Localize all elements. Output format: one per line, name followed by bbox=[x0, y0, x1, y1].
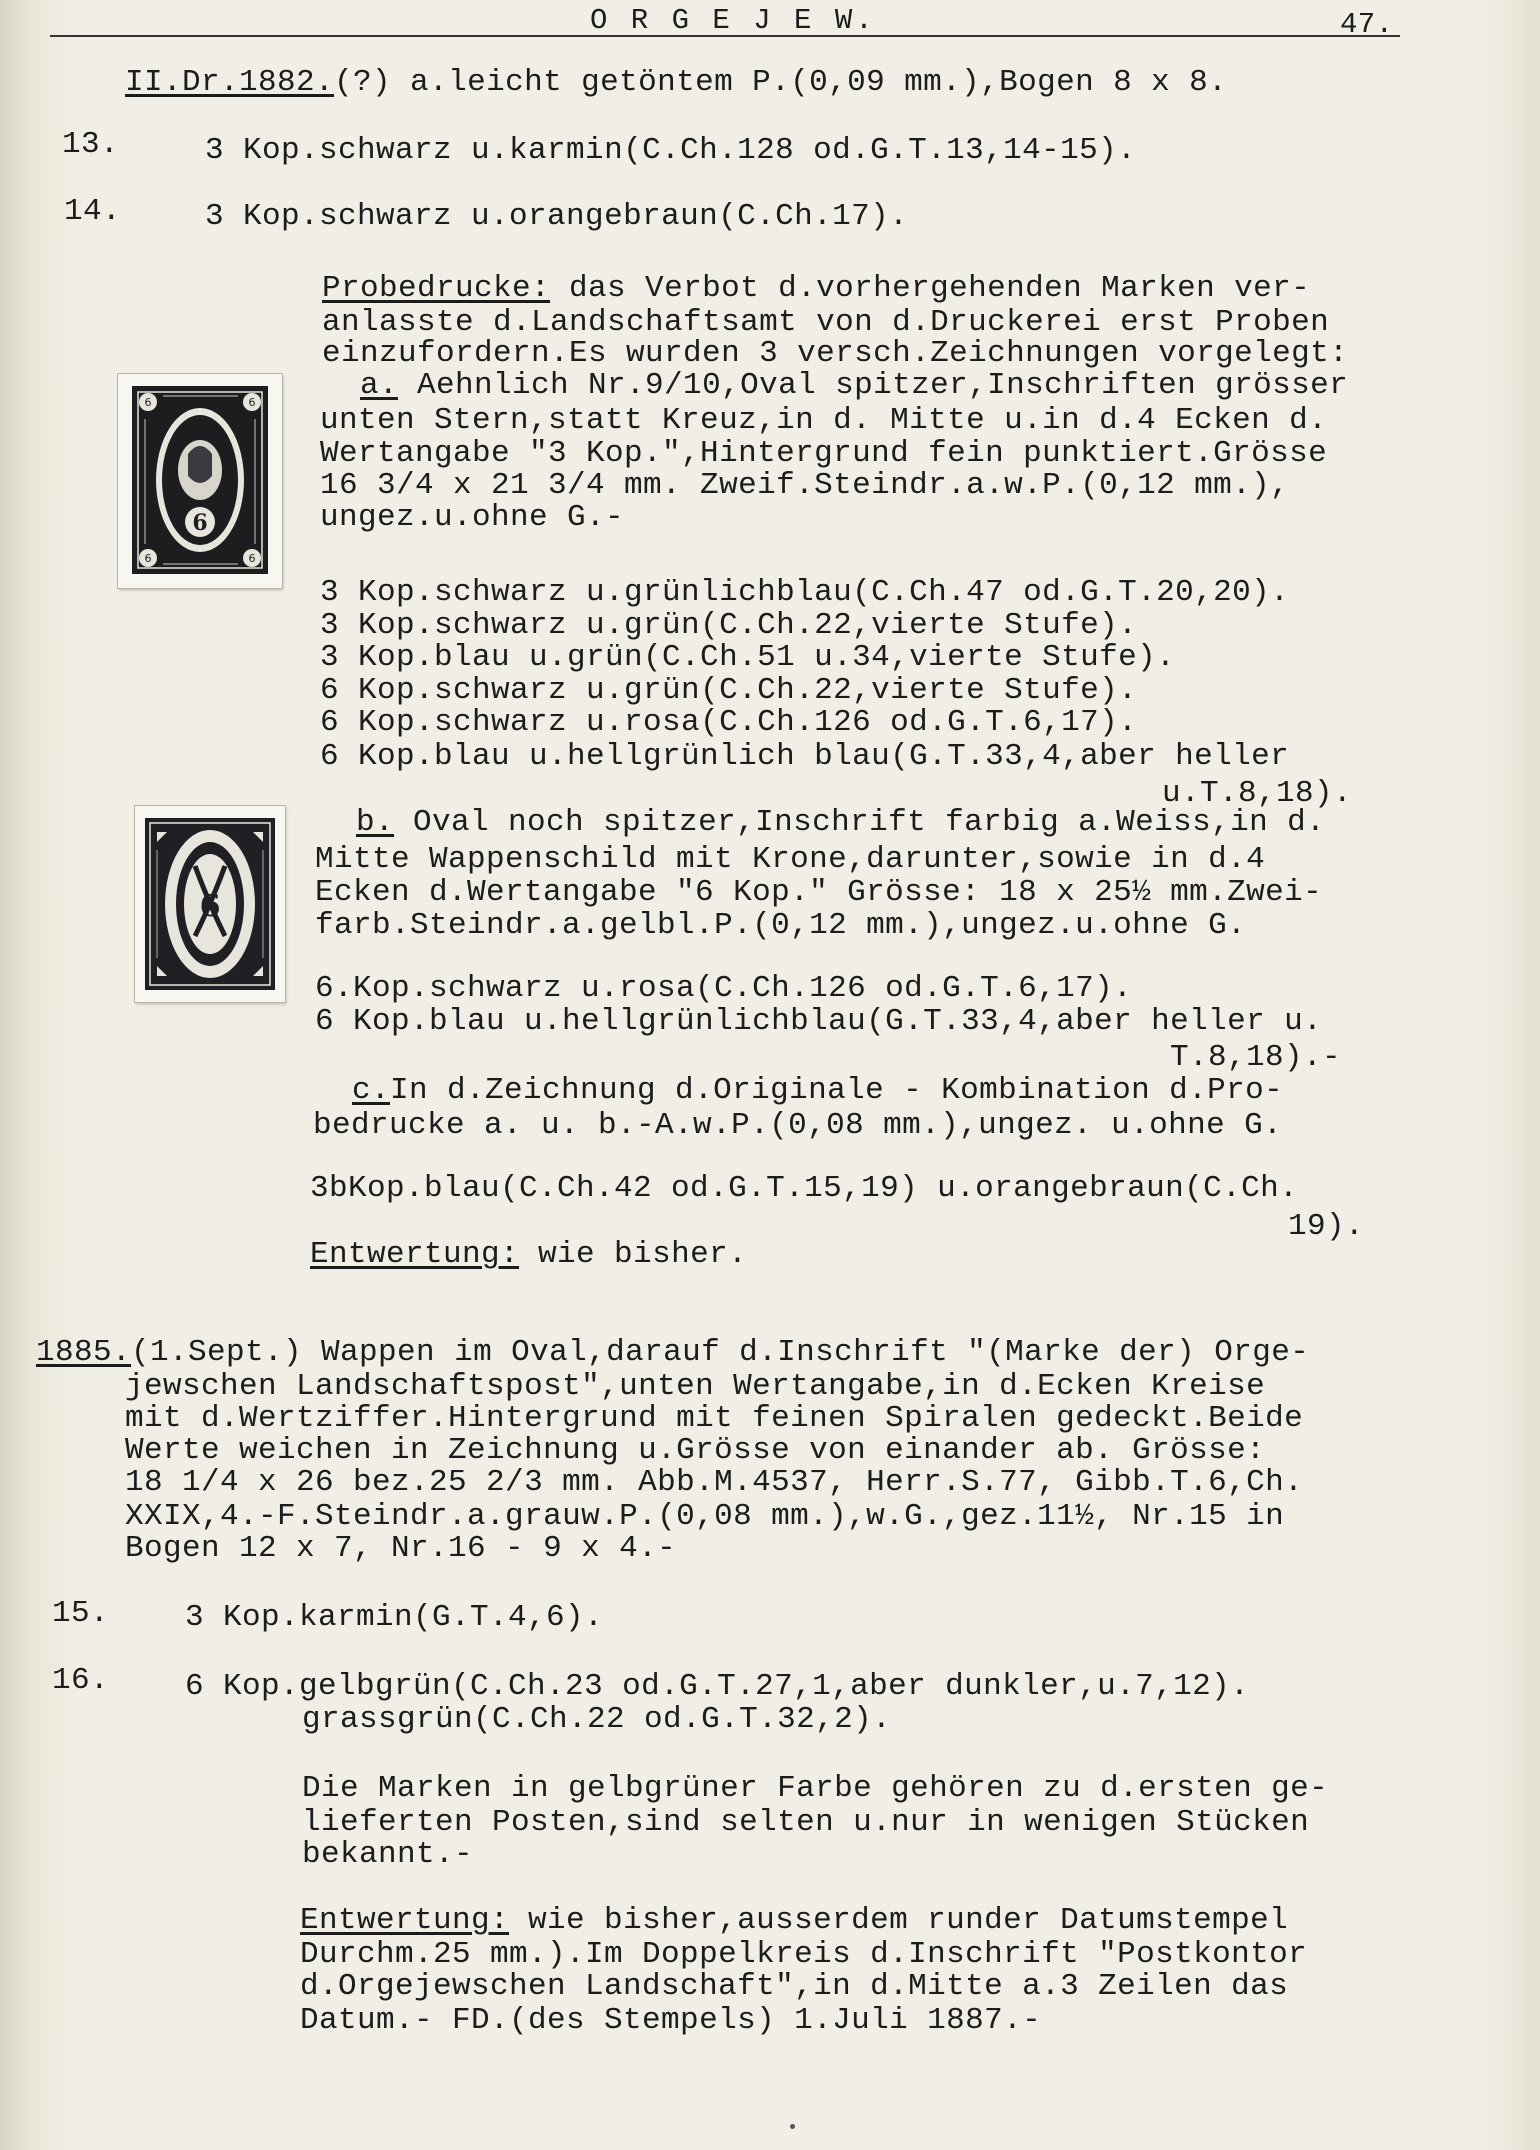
stamp-a-image bbox=[118, 374, 282, 588]
svg-text:6: 6 bbox=[248, 396, 256, 409]
section-1885-year: 1885. bbox=[36, 1335, 132, 1370]
variant-a-color-6: 6 Kop.blau u.hellgrünlich blau(G.T.33,4,aber heller bbox=[320, 739, 1290, 774]
item-14-number: 14. bbox=[64, 194, 122, 229]
variant-a-line-3: Wertangabe "3 Kop.",Hintergrund fein punktiert.Grösse bbox=[320, 436, 1328, 471]
variant-b-line-3: Ecken d.Wertangabe "6 Kop." Grösse: 18 x 25½ mm.Zwei- bbox=[315, 875, 1323, 910]
variant-a-color-4: 6 Kop.schwarz u.grün(C.Ch.22,vierte Stufe). bbox=[320, 673, 1138, 708]
entwertung-1882-text: wie bisher. bbox=[519, 1237, 748, 1272]
svg-text:6: 6 bbox=[144, 552, 152, 565]
variant-b-line-4: farb.Steindr.a.gelbl.P.(0,12 mm.),ungez.u.ohne G. bbox=[315, 908, 1247, 943]
item-16-text-1: 6 Kop.gelbgrün(C.Ch.23 od.G.T.27,1,aber dunkler,u.7,12). bbox=[185, 1669, 1250, 1704]
probedrucke-line-1 bbox=[322, 272, 1310, 306]
variant-a-color-1: 3 Kop.schwarz u.grünlichblau(C.Ch.47 od.G.T.20,20). bbox=[320, 575, 1290, 610]
item-15-text: 3 Kop.karmin(G.T.4,6). bbox=[185, 1600, 604, 1635]
stamp-b-value: 6 bbox=[199, 889, 221, 924]
entwertung-1885-line-1 bbox=[300, 1904, 1288, 1938]
variant-b-color-1: 6.Kop.schwarz u.rosa(C.Ch.126 od.G.T.6,17). bbox=[315, 971, 1133, 1006]
variant-b-line-1-text: Oval noch spitzer,Inschrift farbig a.Weiss,in d. bbox=[394, 805, 1326, 840]
variant-b-line-1 bbox=[356, 806, 1325, 840]
section-1882-heading-text: (?) a.leicht getöntem P.(0,09 mm.),Bogen 8 x 8. bbox=[334, 65, 1228, 100]
section-1882-label: II.Dr.1882. bbox=[125, 65, 335, 100]
variant-a-line-5: ungez.u.ohne G.- bbox=[320, 500, 625, 535]
variant-a-line-4: 16 3/4 x 21 3/4 mm. Zweif.Steindr.a.w.P.(0,12 mm.), bbox=[320, 468, 1290, 503]
item-14-text: 3 Kop.schwarz u.orangebraun(C.Ch.17). bbox=[205, 199, 909, 234]
note-line-1: Die Marken in gelbgrüner Farbe gehören zu d.ersten ge- bbox=[302, 1771, 1329, 1806]
variant-c-color-1: 3bKop.blau(C.Ch.42 od.G.T.15,19) u.orangebraun(C.Ch. bbox=[310, 1171, 1299, 1206]
variant-b-label: b. bbox=[356, 805, 395, 840]
svg-text:6: 6 bbox=[144, 396, 152, 409]
stamp-a-value: 6 bbox=[192, 510, 208, 536]
section-1885-line-3: mit d.Wertziffer.Hintergrund mit feinen Spiralen gedeckt.Beide bbox=[125, 1401, 1304, 1436]
variant-c-line-1-text: In d.Zeichnung d.Originale - Kombination d.Pro- bbox=[390, 1073, 1284, 1108]
item-16-text-2: grassgrün(C.Ch.22 od.G.T.32,2). bbox=[302, 1702, 892, 1737]
variant-c-line-2: bedrucke a. u. b.-A.w.P.(0,08 mm.),ungez. u.ohne G. bbox=[313, 1108, 1283, 1143]
variant-a-line-1 bbox=[360, 369, 1348, 403]
variant-a-color-2: 3 Kop.schwarz u.grün(C.Ch.22,vierte Stufe). bbox=[320, 608, 1138, 643]
entwertung-1885-line-3: d.Orgejewschen Landschaft",in d.Mitte a.3 Zeilen das bbox=[300, 1969, 1289, 2004]
variant-c-color-1-cont: 19). bbox=[1288, 1209, 1365, 1244]
svg-text:6: 6 bbox=[248, 552, 256, 565]
variant-b-color-2-cont: T.8,18).- bbox=[1170, 1040, 1342, 1075]
stamp-b-image bbox=[135, 806, 285, 1002]
entwertung-1885-line-4: Datum.- FD.(des Stempels) 1.Juli 1887.- bbox=[300, 2003, 1042, 2038]
section-1885-line-6: XXIX,4.-F.Steindr.a.grauw.P.(0,08 mm.),w.G.,gez.11½, Nr.15 in bbox=[125, 1499, 1285, 1534]
probedrucke-line-3: einzufordern.Es wurden 3 versch.Zeichnungen vorgelegt: bbox=[322, 336, 1349, 371]
variant-b-line-2: Mitte Wappenschild mit Krone,darunter,sowie in d.4 bbox=[315, 842, 1266, 877]
variant-a-line-2: unten Stern,statt Kreuz,in d. Mitte u.in d.4 Ecken d. bbox=[320, 403, 1328, 438]
probedrucke-line-1-text: das Verbot d.vorhergehenden Marken ver- bbox=[550, 271, 1311, 306]
variant-a-color-3: 3 Kop.blau u.grün(C.Ch.51 u.34,vierte Stufe). bbox=[320, 640, 1176, 675]
probedrucke-label: Probedrucke: bbox=[322, 271, 551, 306]
stamp-a-drawing bbox=[118, 374, 282, 588]
variant-b-color-2: 6 Kop.blau u.hellgrünlichblau(G.T.33,4,aber heller u. bbox=[315, 1004, 1323, 1039]
variant-a-line-1-text: Aehnlich Nr.9/10,Oval spitzer,Inschriften grösser bbox=[398, 368, 1349, 403]
note-line-3: bekannt.- bbox=[302, 1837, 474, 1872]
variant-a-label: a. bbox=[360, 368, 399, 403]
item-13-number: 13. bbox=[62, 127, 120, 162]
entwertung-1882-label: Entwertung: bbox=[310, 1237, 520, 1272]
probedrucke-line-2: anlasste d.Landschaftsamt von d.Druckerei erst Proben bbox=[322, 305, 1330, 340]
section-1885-line-7: Bogen 12 x 7, Nr.16 - 9 x 4.- bbox=[125, 1531, 677, 1566]
entwertung-1885-line-1-text: wie bisher,ausserdem runder Datumstempel bbox=[509, 1903, 1289, 1938]
section-1885-line-4: Werte weichen in Zeichnung u.Grösse von einander ab. Grösse: bbox=[125, 1433, 1266, 1468]
section-1885-line-5: 18 1/4 x 26 bez.25 2/3 mm. Abb.M.4537, Herr.S.77, Gibb.T.6,Ch. bbox=[125, 1465, 1304, 1500]
page-dot bbox=[790, 2124, 795, 2129]
variant-c-label: c. bbox=[352, 1073, 391, 1108]
entwertung-1882 bbox=[310, 1238, 747, 1272]
section-1882-heading bbox=[125, 66, 1227, 100]
entwertung-1885-label: Entwertung: bbox=[300, 1903, 510, 1938]
item-15-number: 15. bbox=[52, 1596, 110, 1631]
note-line-2: lieferten Posten,sind selten u.nur in wenigen Stücken bbox=[302, 1805, 1310, 1840]
stamp-b-drawing bbox=[135, 806, 285, 1002]
variant-a-color-5: 6 Kop.schwarz u.rosa(C.Ch.126 od.G.T.6,17). bbox=[320, 705, 1138, 740]
variant-a-color-6-cont: u.T.8,18). bbox=[1162, 776, 1353, 811]
variant-c-line-1 bbox=[352, 1074, 1283, 1108]
section-1885-line-2: jewschen Landschaftspost",unten Wertangabe,in d.Ecken Kreise bbox=[125, 1369, 1266, 1404]
page-number: 47. bbox=[1340, 8, 1394, 41]
section-1885-line-1 bbox=[36, 1336, 1309, 1370]
page-header-title: O R G E J E W. bbox=[590, 4, 876, 37]
item-13-text: 3 Kop.schwarz u.karmin(C.Ch.128 od.G.T.13,14-15). bbox=[205, 133, 1137, 168]
header-rule bbox=[50, 35, 1400, 37]
item-16-number: 16. bbox=[52, 1663, 110, 1698]
entwertung-1885-line-2: Durchm.25 mm.).Im Doppelkreis d.Inschrift "Postkontor bbox=[300, 1937, 1308, 1972]
section-1885-line-1-text: (1.Sept.) Wappen im Oval,darauf d.Inschrift "(Marke der) Orge- bbox=[131, 1335, 1310, 1370]
